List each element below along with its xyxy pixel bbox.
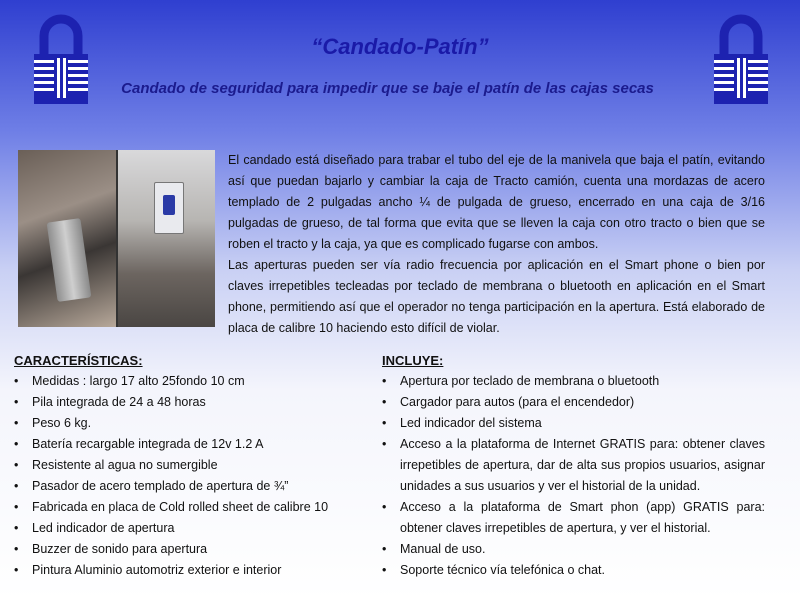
list-item: • Acceso a la plataforma de Internet GRATIS para: obtener claves irrepetibles de apertura, dar de alta sus propios usuarios, asignar unidades a sus usuarios y ver el historial de la unidad. (382, 434, 765, 497)
photo-panel-installed (18, 150, 116, 327)
list-item: • Manual de uso. (382, 539, 765, 560)
description-paragraph: El candado está diseñado para trabar el tubo del eje de la manivela que baja el patín, evitando así que puedan bajarlo y cambiar la caja de Tracto camión, cuenta una mordazas de acero templado de 2 pulgadas ancho ¼ de pulgada de grueso, encerrado en una caja de 3/16 pulgadas de grueso, de tal forma que evita que se lleven la caja con otro tracto o bien que se roben el tracto y la caja, ya que es complicado fugarse con ambos. (228, 153, 765, 251)
list-item: • Soporte técnico vía telefónica o chat. (382, 560, 765, 581)
list-item: • Pintura Aluminio automotriz exterior e interior (14, 560, 354, 581)
photo-panel-lock (118, 150, 216, 327)
incluye-list (382, 371, 765, 581)
list-item: • Medidas : largo 17 alto 25fondo 10 cm (14, 371, 354, 392)
list-item: • Buzzer de sonido para apertura (14, 539, 354, 560)
list-item: • Led indicador del sistema (382, 413, 765, 434)
description (228, 150, 765, 339)
lock-box-shape (154, 182, 184, 234)
incluye-section (382, 352, 765, 581)
lock-latch-shape (47, 218, 92, 302)
list-item: • Pila integrada de 24 a 48 horas (14, 392, 354, 413)
page-subtitle: Candado de seguridad para impedir que se baje el patín de las cajas secas (121, 80, 654, 97)
product-photo (18, 150, 215, 327)
page-title: “Candado-Patín” (311, 34, 489, 59)
description-paragraph: Las aperturas pueden ser vía radio frecuencia por aplicación en el Smart phone o bien por claves irrepetibles tecleadas por teclado de membrana o bluetooth en aplicación en el Smart phone, permitiendo así que el operador no tenga participación en la apertura. Está elaborado de placa de calibre 10 haciendo esto difícil de violar. (228, 258, 765, 335)
list-item: • Resistente al agua no sumergible (14, 455, 354, 476)
list-item: • Cargador para autos (para el encendedor) (382, 392, 765, 413)
list-item: • Led indicador de apertura (14, 518, 354, 539)
caracteristicas-heading: CARACTERÍSTICAS: (14, 353, 143, 368)
caracteristicas-list (14, 371, 354, 581)
caracteristicas-section (14, 352, 354, 581)
list-item: • Fabricada en placa de Cold rolled sheet de calibre 10 (14, 497, 354, 518)
list-item: • Acceso a la plataforma de Smart phon (app) GRATIS para: obtener claves irrepetibles de apertura, y ver el historial. (382, 497, 765, 539)
list-item: • Apertura por teclado de membrana o bluetooth (382, 371, 765, 392)
incluye-heading: INCLUYE: (382, 353, 444, 368)
list-item: • Batería recargable integrada de 12v 1.2 A (14, 434, 354, 455)
list-item: • Pasador de acero templado de apertura de ¾” (14, 476, 354, 497)
list-item: • Peso 6 kg. (14, 413, 354, 434)
